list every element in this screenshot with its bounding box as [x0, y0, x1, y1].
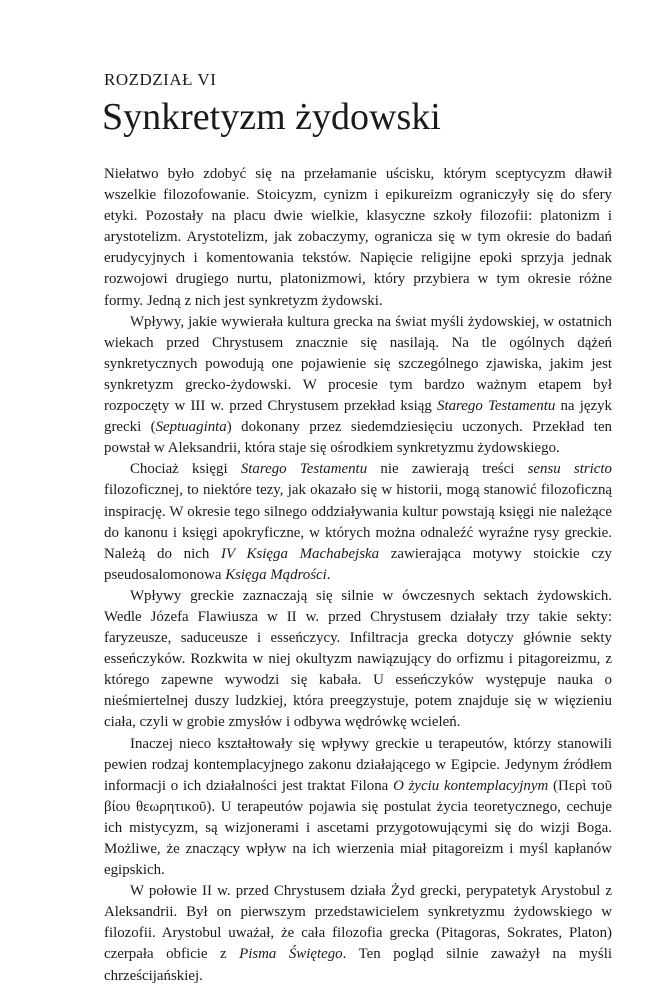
text-run: . [326, 566, 331, 583]
chapter-number: ROZDZIAŁ VI [104, 70, 217, 89]
paragraph [104, 881, 612, 986]
paragraph [104, 586, 612, 734]
italic-text: IV Księga Machabejska [221, 545, 380, 562]
chapter-body [104, 164, 612, 987]
text-run: . Ten pogląd silnie zaważył na myśli chrześcijańskiej. [104, 946, 612, 984]
paragraph [104, 459, 612, 586]
italic-text: Starego Testamentu [437, 398, 556, 415]
italic-text: O życiu kontemplacyjnym [393, 777, 549, 794]
paragraph [104, 734, 612, 882]
paragraph [104, 312, 612, 460]
chapter-title: Synkretyzm żydowski [102, 96, 441, 138]
text-run: Wpływy greckie zaznaczają się silnie w ówczesnych sektach żydowskich. Wedle Józefa Flawiusza w II w. przed Chrystusem działały trzy takie sekty: faryzeusze, saduceusze i esseńczycy. Infiltracja grecka dotyczy głównie sekty esseńczyków. Rozkwita w niej okultyzm nawiązujący do orfizmu i pitagoreizmu, z którego zapewne wywodzi się kabała. U esseńczyków występuje nauka o nieśmiertelnej duszy ludzkiej, która preegzystuje, potem znajduje się w więzieniu ciała, czyli w grobie zmysłów i odbywa wędrówkę wcieleń. [104, 587, 612, 731]
italic-text: Księga Mądrości [225, 566, 327, 583]
italic-text: Pisma Świętego [239, 946, 343, 963]
italic-text: sensu stricto [527, 461, 612, 478]
italic-text: Starego Testamentu [240, 461, 368, 478]
text-run: Chociaż księgi [130, 461, 241, 478]
text-run: (Περὶ τοῦ βίου θεωρητικοῦ). U terapeutów pojawia się postulat życia teoretycznego, cechuje ich mistycyzm, są wizjonerami i ascetami przygotowującymi się do wizji Boga. Możliwe, że znaczący wpływ na ich wierzenia miał pitagoreizm i myśl kapłanów egipskich. [104, 777, 612, 879]
text-run: Inaczej nieco kształtowały się wpływy greckie u terapeutów, którzy stanowili pewien rodzaj kontemplacyjnego zakonu działającego w Egipcie. Jedynym źródłem informacji o ich działalności jest traktat Filona [104, 735, 612, 794]
text-run: ) dokonany przez siedemdziesięciu uczonych. Przekład ten powstał w Aleksandrii, która staje się ośrodkiem synkretyzmu żydowskiego. [104, 419, 612, 457]
text-run: Wpływy, jakie wywierała kultura grecka na świat myśli żydowskiej, w ostatnich wiekach przed Chrystusem znacznie się nasilają. Na tle ogólnych dążeń synkretycznych powodują one pojawienie się szczególnego zjawiska, jakim jest synkretyzm grecko-żydowski. W procesie tym bardzo ważnym etapem był rozpoczęty w III w. przed Chrystusem przekład ksiąg [104, 313, 612, 415]
text-run: W połowie II w. przed Chrystusem działa Żyd grecki, perypatetyk Arystobul z Aleksandrii. Był on pierwszym przedstawicielem synkretyzmu żydowskiego w filozofii. Arystobul uważał, że cała filozofia grecka (Pitagoras, Sokrates, Platon) czerpała obficie z [104, 883, 612, 963]
text-run: nie zawierają treści [367, 461, 528, 478]
text-run: na język grecki ( [104, 398, 612, 436]
text-run: zawierająca motywy stoickie czy pseudosalomonowa [104, 545, 612, 583]
text-run: filozoficznej, to niektóre tezy, jak okazało się w historii, mogą stanowić filozoficzną inspirację. W okresie tego silnego oddziaływania kultur powstają księgi nie należące do kanonu i księgi apokryficzne, w których można odnaleźć wyraźne rysy greckie. Należą do nich [104, 482, 612, 562]
paragraph [104, 164, 612, 312]
text-run: Niełatwo było zdobyć się na przełamanie uścisku, którym sceptycyzm dławił wszelkie filozofowanie. Stoicyzm, cynizm i epikureizm ograniczyły się do sfery etyki. Pozostały na placu dwie wielkie, klasyczne szkoły filozofii: platonizm i arystotelizm. Arystotelizm, jak zobaczymy, ogranicza się w tym okresie do badań erudycyjnych i komentowania tekstów. Napięcie religijne epoki sprzyja jednak rozwojowi drugiego nurtu, platonizmowi, który przybiera w tym okresie różne formy. Jedną z nich jest synkretyzm żydowski. [104, 166, 612, 309]
italic-text: Septuaginta [155, 419, 227, 436]
